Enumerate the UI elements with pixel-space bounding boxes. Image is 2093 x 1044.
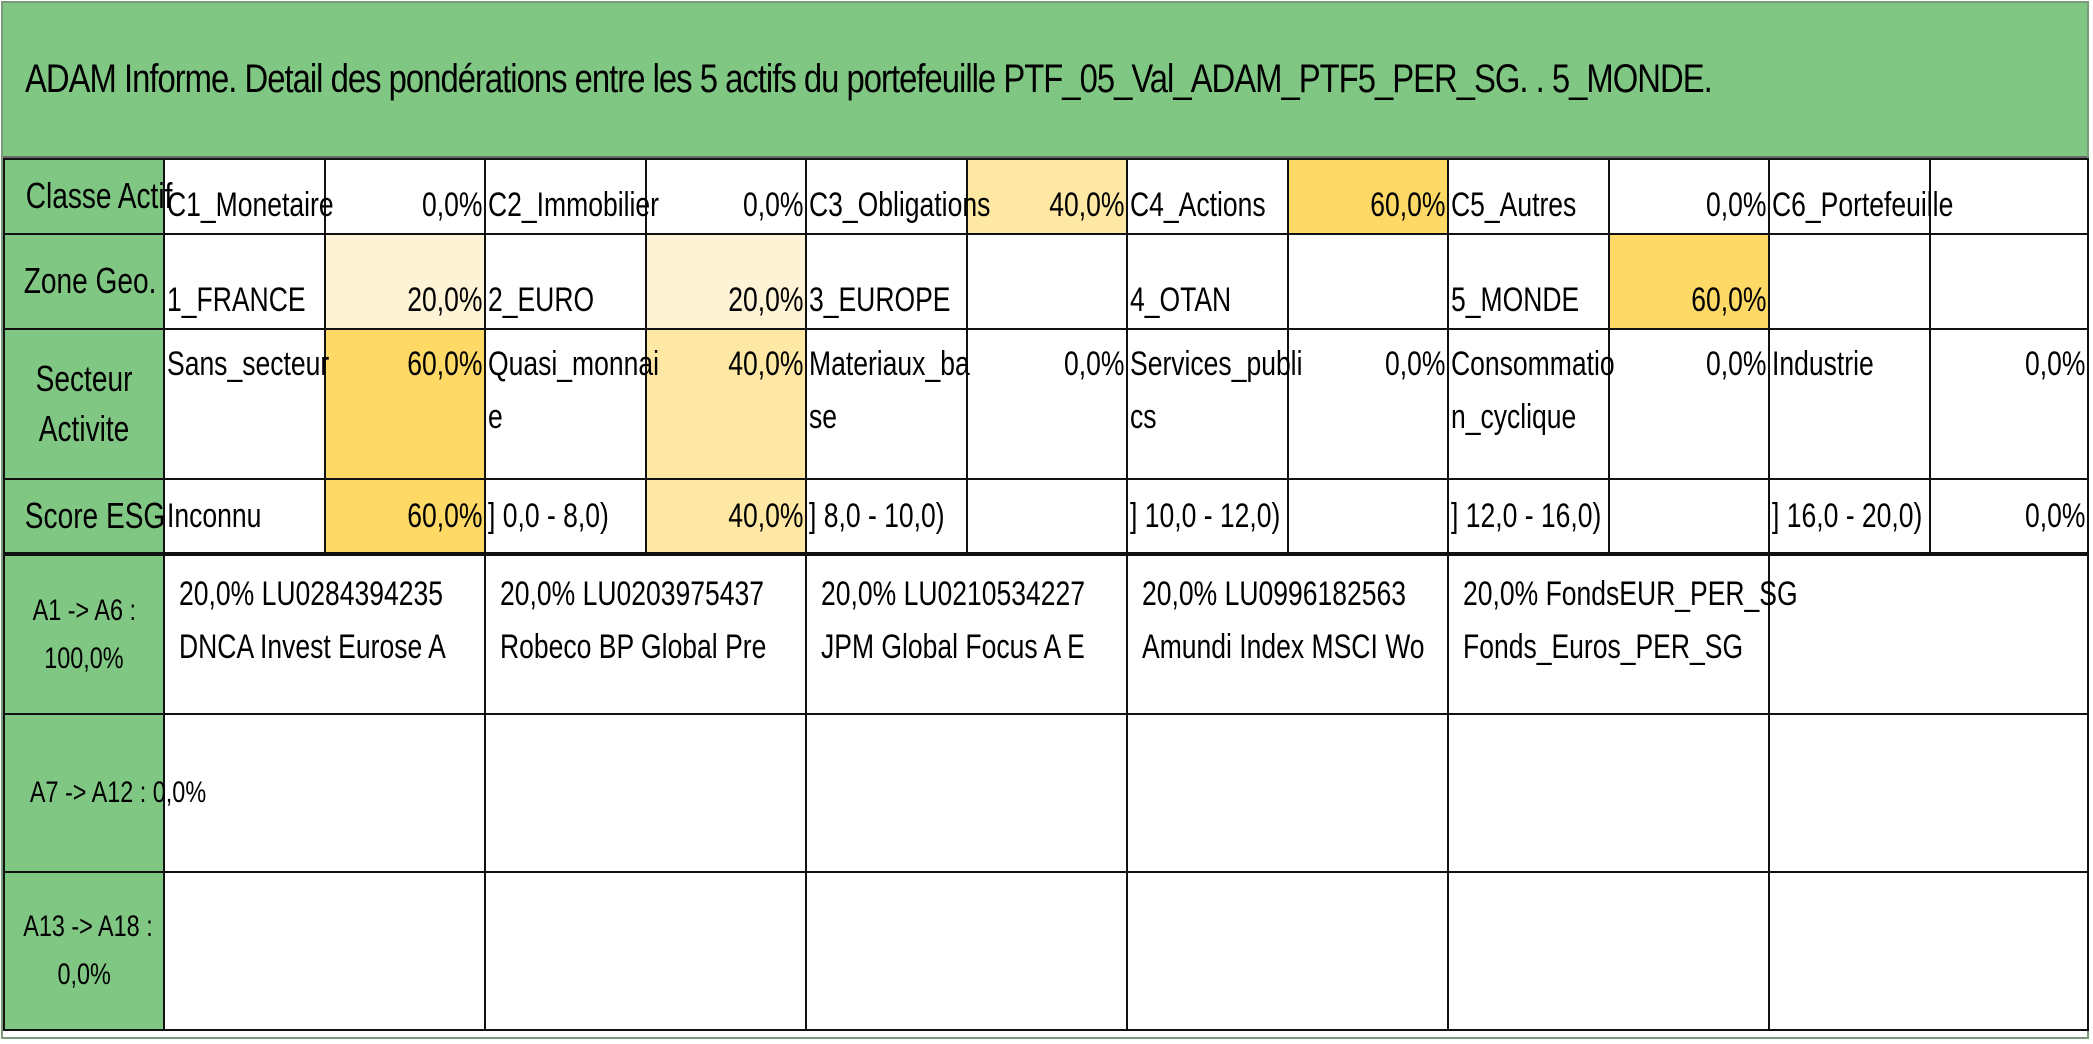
- cell-label: Services_publi cs: [1127, 329, 1288, 479]
- cell-value: [1930, 159, 2088, 234]
- cell-value: 60,0%: [1609, 234, 1769, 329]
- cell-label: ] 12,0 - 16,0): [1448, 479, 1609, 554]
- cell-label: ] 0,0 - 8,0): [485, 479, 646, 554]
- cell-label: Materiaux_ba se: [806, 329, 967, 479]
- fund-cell: 20,0% LU0203975437 Robeco BP Global Pre: [485, 554, 806, 714]
- fund-cell-empty: [164, 872, 485, 1030]
- row-score-esg: [4, 479, 2088, 554]
- cell-label: C5_Autres: [1448, 159, 1609, 234]
- fund-cell-empty: [485, 872, 806, 1030]
- cell-label: 1_FRANCE: [164, 234, 325, 329]
- fund-cell: 20,0% LU0996182563 Amundi Index MSCI Wo: [1127, 554, 1448, 714]
- row-header-score-esg: Score ESG: [4, 479, 164, 554]
- cell-label: 3_EUROPE: [806, 234, 967, 329]
- cell-label: ] 10,0 - 12,0): [1127, 479, 1288, 554]
- fund-cell-empty: [806, 714, 1127, 872]
- cell-value: 60,0%: [325, 479, 485, 554]
- cell-label: Inconnu: [164, 479, 325, 554]
- fund-cell-empty: [164, 714, 485, 872]
- row-header-a7-a12: A7 -> A12 : 0,0%: [4, 714, 164, 872]
- row-header-a13-a18: A13 -> A18 : 0,0%: [4, 872, 164, 1030]
- fund-cell-empty: [806, 872, 1127, 1030]
- fund-cell-empty: [1769, 714, 2088, 872]
- cell-label: [1769, 234, 1930, 329]
- row-assets-a13-a18: [4, 872, 2088, 1030]
- cell-value: [1288, 479, 1448, 554]
- cell-label: Quasi_monnai e: [485, 329, 646, 479]
- fund-cell-empty: [1127, 872, 1448, 1030]
- row-assets-a7-a12: [4, 714, 2088, 872]
- cell-label: 4_OTAN: [1127, 234, 1288, 329]
- cell-value: 0,0%: [1288, 329, 1448, 479]
- cell-label: 5_MONDE: [1448, 234, 1609, 329]
- cell-value: 0,0%: [1609, 329, 1769, 479]
- cell-label: ] 16,0 - 20,0): [1769, 479, 1930, 554]
- fund-cell-empty: [1448, 714, 1769, 872]
- cell-value: 0,0%: [646, 159, 806, 234]
- fund-cell-empty: [485, 714, 806, 872]
- cell-label: C4_Actions: [1127, 159, 1288, 234]
- cell-value: [1930, 234, 2088, 329]
- fund-cell-empty: [1127, 714, 1448, 872]
- row-classe-actif: [4, 159, 2088, 234]
- cell-label: 2_EURO: [485, 234, 646, 329]
- cell-label: Consommatio n_cyclique: [1448, 329, 1609, 479]
- cell-value: 40,0%: [967, 159, 1127, 234]
- cell-value: 20,0%: [325, 234, 485, 329]
- cell-label: ] 8,0 - 10,0): [806, 479, 967, 554]
- cell-value: 40,0%: [646, 329, 806, 479]
- fund-cell: 20,0% LU0284394235 DNCA Invest Eurose A: [164, 554, 485, 714]
- row-header-classe-actif: Classe Actif: [4, 159, 164, 234]
- row-assets-a1-a6: [4, 554, 2088, 714]
- fund-cell: 20,0% FondsEUR_PER_SG Fonds_Euros_PER_SG: [1448, 554, 1769, 714]
- cell-value: [967, 479, 1127, 554]
- cell-value: 40,0%: [646, 479, 806, 554]
- cell-value: 0,0%: [1930, 329, 2088, 479]
- row-zone-geo: [4, 234, 2088, 329]
- row-header-secteur-activite: Secteur Activite: [4, 329, 164, 479]
- cell-value: [1609, 479, 1769, 554]
- fund-cell: 20,0% LU0210534227 JPM Global Focus A E: [806, 554, 1127, 714]
- cell-value: 0,0%: [1930, 479, 2088, 554]
- cell-label: C6_Portefeuille: [1769, 159, 1930, 234]
- fund-cell-empty: [1448, 872, 1769, 1030]
- cell-value: [1288, 234, 1448, 329]
- fund-cell: [1769, 554, 2088, 714]
- row-header-zone-geo: Zone Geo.: [4, 234, 164, 329]
- cell-value: [967, 234, 1127, 329]
- cell-label: C2_Immobilier: [485, 159, 646, 234]
- cell-value: 0,0%: [1609, 159, 1769, 234]
- row-secteur-activite: [4, 329, 2088, 479]
- weights-table: [3, 158, 2089, 1031]
- cell-label: Industrie: [1769, 329, 1930, 479]
- cell-label: C1_Monetaire: [164, 159, 325, 234]
- row-header-a1-a6: A1 -> A6 : 100,0%: [4, 554, 164, 714]
- cell-value: 0,0%: [967, 329, 1127, 479]
- fund-cell-empty: [1769, 872, 2088, 1030]
- cell-label: C3_Obligations: [806, 159, 967, 234]
- cell-value: 0,0%: [325, 159, 485, 234]
- report-title-bar: [3, 3, 2087, 158]
- report-title: ADAM Informe. Detail des pondérations entre les 5 actifs du portefeuille PTF_05_Val_ADAM_PTF5_PER_SG. . 5_MONDE.: [25, 57, 1712, 101]
- report-container: [1, 1, 2089, 1039]
- cell-label: Sans_secteur: [164, 329, 325, 479]
- cell-value: 60,0%: [1288, 159, 1448, 234]
- cell-value: 60,0%: [325, 329, 485, 479]
- cell-value: 20,0%: [646, 234, 806, 329]
